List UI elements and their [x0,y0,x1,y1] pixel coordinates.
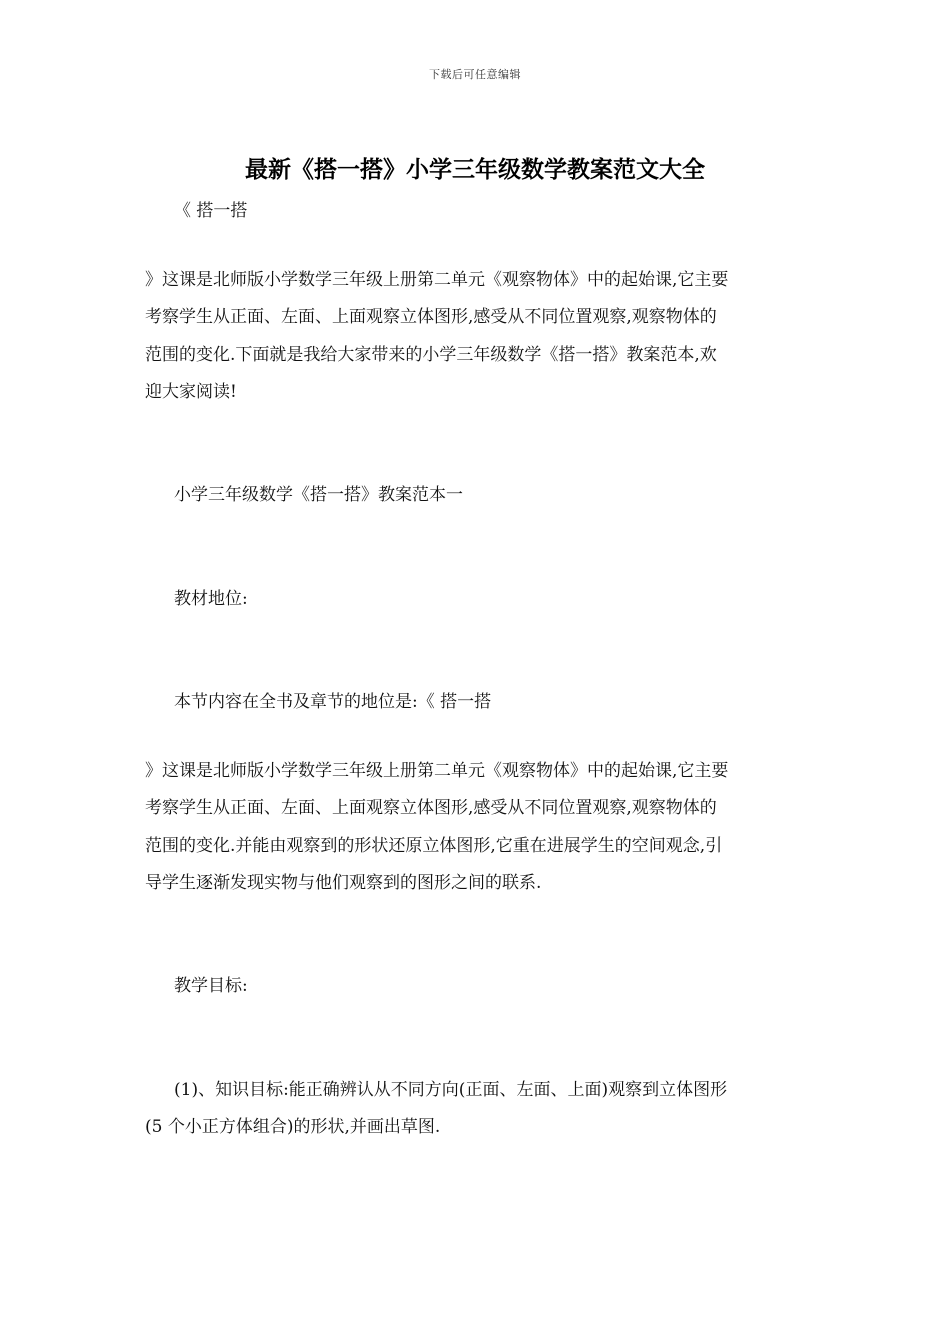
page-header-note: 下载后可任意编辑 [429,68,521,81]
text-line: 》这课是北师版小学数学三年级上册第二单元《观察物体》中的起始课,它主要 [145,761,729,781]
text-line: 范围的变化.下面就是我给大家带来的小学三年级数学《搭一搭》教案范本,欢 [145,345,717,365]
section-heading: 教学目标: [174,976,248,996]
text-line: 范围的变化.并能由观察到的形状还原立体图形,它重在进展学生的空间观念,引 [145,836,723,856]
text-line: (1)、知识目标:能正确辨认从不同方向(正面、左面、上面)观察到立体图形 [174,1080,728,1100]
section-heading: 教材地位: [174,589,248,609]
text-line: 考察学生从正面、左面、上面观察立体图形,感受从不同位置观察,观察物体的 [145,307,717,327]
text-line: 导学生逐渐发现实物与他们观察到的图形之间的联系. [145,873,542,893]
text-line: 》这课是北师版小学数学三年级上册第二单元《观察物体》中的起始课,它主要 [145,270,729,290]
text-line: 考察学生从正面、左面、上面观察立体图形,感受从不同位置观察,观察物体的 [145,798,717,818]
section-heading: 小学三年级数学《搭一搭》教案范本一 [174,485,463,505]
text-line: 《 搭一搭 [174,201,248,221]
document-title: 最新《搭一搭》小学三年级数学教案范文大全 [245,156,705,183]
text-line: 迎大家阅读! [145,382,237,402]
text-line: 本节内容在全书及章节的地位是:《 搭一搭 [174,692,492,712]
text-line: (5 个小正方体组合)的形状,并画出草图. [145,1117,441,1137]
